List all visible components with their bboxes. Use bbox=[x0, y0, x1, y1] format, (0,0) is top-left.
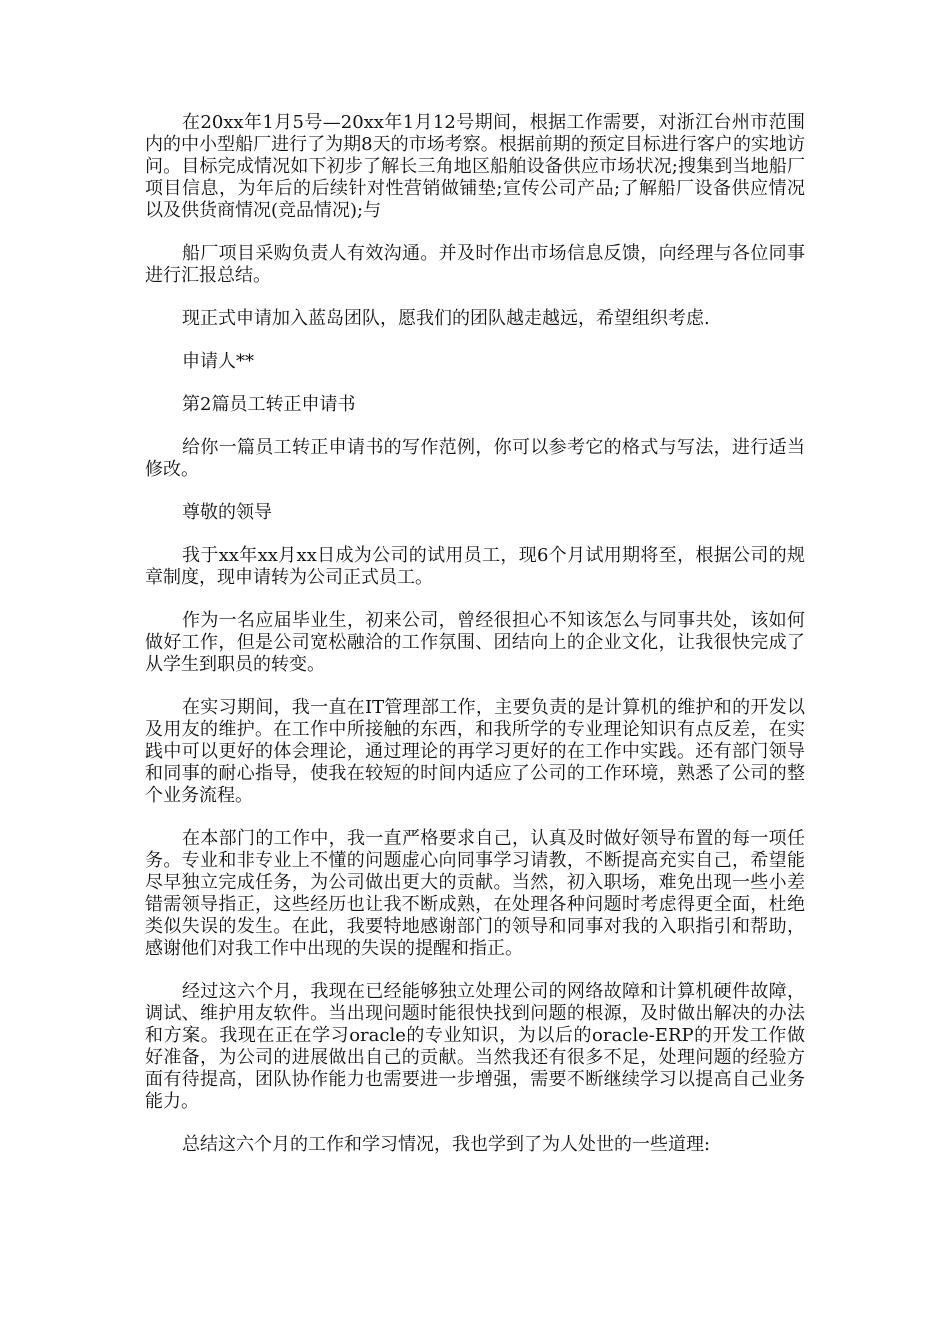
paragraph-graduate: 作为一名应届毕业生，初来公司，曾经很担心不知该怎么与同事共处，该如何做好工作，但是公司宽松融洽的工作氛围、团结向上的企业文化，让我很快完成了从学生到职员的转变。 bbox=[145, 610, 805, 675]
paragraph-feedback: 船厂项目采购负责人有效沟通。并及时作出市场信息反馈，向经理与各位同事进行汇报总结。 bbox=[145, 243, 805, 286]
paragraph-applicant: 申请人** bbox=[182, 351, 254, 372]
paragraph-probation: 我于xx年xx月xx日成为公司的试用员工，现6个月试用期将至，根据公司的规章制度，现申请转为公司正式员工。 bbox=[145, 545, 805, 588]
paragraph-section-title: 第2篇员工转正申请书 bbox=[182, 394, 356, 415]
paragraph-summary: 总结这六个月的工作和学习情况，我也学到了为人处世的一些道理: bbox=[182, 1134, 711, 1155]
paragraph-department-work: 在本部门的工作中，我一直严格要求自己，认真及时做好领导布置的每一项任务。专业和非专业上不懂的问题虚心向同事学习请教，不断提高充实自己，希望能尽早独立完成任务，为公司做出更大的贡献。当然，初入职场，难免出现一些小差错需领导指正，这些经历也让我不断成熟，在处理各种问题时考虑得更全面，杜绝类似失误的发生。在此，我要特地感谢部门的领导和同事对我的入职指引和帮助，感谢他们对我工作中出现的失误的提醒和指正。 bbox=[145, 828, 805, 959]
paragraph-salutation: 尊敬的领导 bbox=[182, 502, 272, 523]
paragraph-six-months: 经过这六个月，我现在已经能够独立处理公司的网络故障和计算机硬件故障，调试、维护用友软件。当出现问题时能很快找到问题的根源，及时做出解决的办法和方案。我现在正在学习oracle的专业知识，为以后的oracle-ERP的开发工作做好准备，为公司的进展做出自己的贡献。当然我还有很多不足，处理问题的经验方面有待提高，团队协作能力也需要进一步增强，需要不断继续学习以提高自己业务能力。 bbox=[145, 981, 805, 1112]
paragraph-market-survey: 在20xx年1月5号—20xx年1月12号期间，根据工作需要，对浙江台州市范围内的中小型船厂进行了为期8天的市场考察。根据前期的预定目标进行客户的实地访问。目标完成情况如下初步了解长三角地区船舶设备供应市场状况;搜集到当地船厂项目信息，为年后的后续针对性营销做铺垫;宣传公司产品;了解船厂设备供应情况以及供货商情况(竞品情况);与 bbox=[145, 112, 805, 221]
paragraph-application: 现正式申请加入蓝岛团队，愿我们的团队越走越远，希望组织考虑. bbox=[182, 308, 710, 329]
document-body bbox=[145, 112, 805, 1177]
paragraph-intro: 给你一篇员工转正申请书的写作范例，你可以参考它的格式与写法，进行适当修改。 bbox=[145, 437, 805, 480]
paragraph-internship: 在实习期间，我一直在IT管理部工作，主要负责的是计算机的维护和的开发以及用友的维护。在工作中所接触的东西，和我所学的专业理论知识有点反差，在实践中可以更好的体会理论，通过理论的再学习更好的在工作中实践。还有部门领导和同事的耐心指导，使我在较短的时间内适应了公司的工作环境，熟悉了公司的整个业务流程。 bbox=[145, 697, 805, 806]
